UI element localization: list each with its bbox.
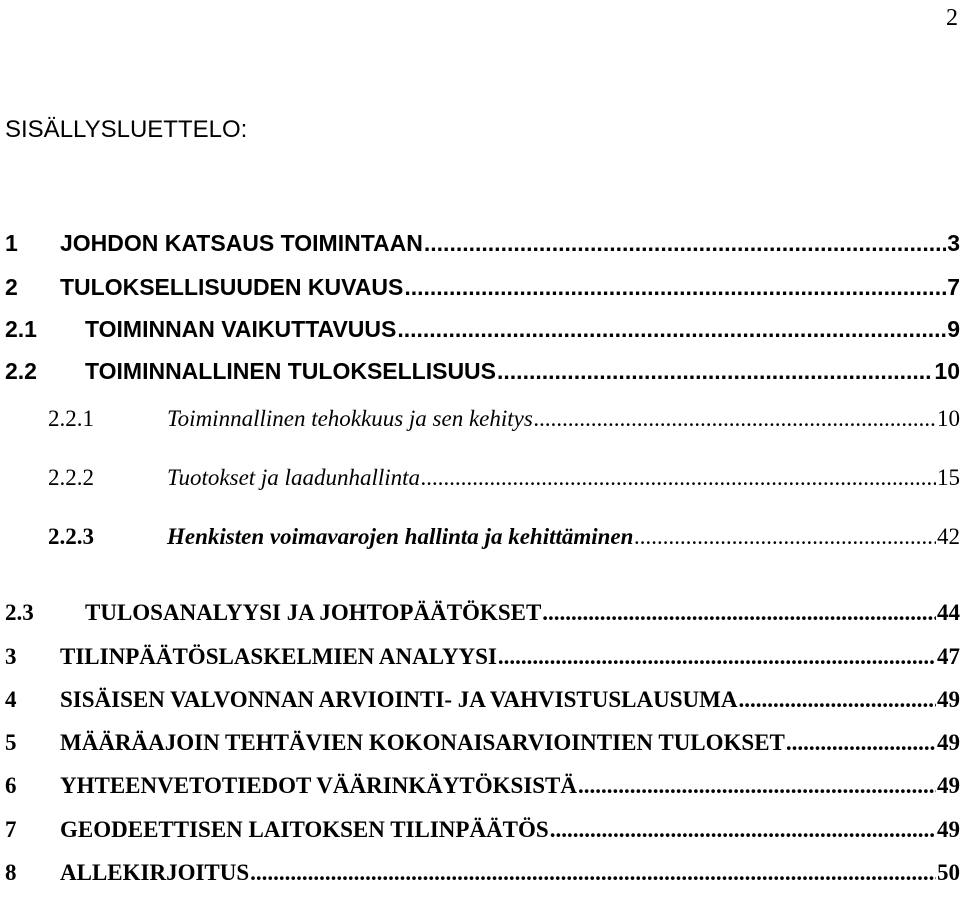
toc-entry-page: 49 (937, 817, 960, 842)
toc-entry-number: 2.2.3 (48, 524, 94, 549)
toc-entry-6[interactable] (0, 773, 960, 817)
toc-entry-number: 8 (5, 860, 17, 885)
toc-entry-7[interactable] (0, 817, 960, 861)
toc-entry-label: GEODEETTISEN LAITOKSEN TILINPÄÄTÖS (60, 817, 549, 842)
toc-dot-leader (250, 860, 936, 886)
toc-dot-leader (421, 465, 936, 491)
toc-dot-leader (404, 274, 946, 301)
toc-entry-page: 49 (937, 773, 960, 798)
toc-entry-number: 2.2.2 (48, 465, 94, 490)
toc-entry-page: 49 (937, 687, 960, 712)
toc-entry-label: MÄÄRÄAJOIN TEHTÄVIEN KOKONAISARVIOINTIEN TULOKSET (60, 730, 785, 755)
toc-entry-number: 2.2 (5, 358, 37, 384)
toc-entry-label: TULOKSELLISUUDEN KUVAUS (60, 274, 404, 300)
toc-entry-label: Henkisten voimavarojen hallinta ja kehittäminen (167, 524, 634, 549)
toc-dot-leader (498, 644, 936, 670)
toc-entry-number: 4 (5, 687, 17, 712)
toc-entry-page: 50 (937, 860, 960, 885)
toc-entry-2-2-1[interactable] (0, 406, 960, 450)
toc-entry-page: 10 (937, 406, 960, 431)
toc-entry-number: 3 (5, 644, 17, 669)
toc-entry-label: YHTEENVETOTIEDOT VÄÄRINKÄYTÖKSISTÄ (60, 773, 578, 798)
toc-entry-number: 2.2.1 (48, 406, 94, 431)
toc-dot-leader (550, 817, 936, 843)
toc-entry-number: 6 (5, 773, 17, 798)
toc-entry-number: 7 (5, 817, 17, 842)
toc-entry-label: TOIMINNAN VAIKUTTAVUUS (85, 316, 397, 342)
toc-entry-2-2-3[interactable] (0, 524, 960, 568)
toc-dot-leader (786, 730, 936, 756)
toc-entry-label: TOIMINNALLINEN TULOKSELLISUUS (85, 358, 497, 384)
toc-entry-2-2[interactable] (0, 358, 960, 402)
toc-entry-label: TILINPÄÄTÖSLASKELMIEN ANALYYSI (60, 644, 497, 669)
toc-entry-number: 2.1 (5, 316, 37, 342)
toc-entry-page: 42 (937, 524, 960, 549)
toc-entry-2-1[interactable] (0, 316, 960, 360)
toc-entry-number: 1 (5, 230, 18, 256)
toc-entry-page: 47 (937, 644, 960, 669)
toc-entry-page: 10 (934, 358, 960, 384)
toc-dot-leader (634, 524, 936, 550)
toc-entry-1[interactable] (0, 230, 960, 274)
toc-entry-2[interactable] (0, 274, 960, 318)
toc-dot-leader (424, 230, 946, 257)
toc-dot-leader (578, 773, 936, 799)
toc-entry-label: SISÄISEN VALVONNAN ARVIOINTI- JA VAHVISTUSLAUSUMA (60, 687, 738, 712)
toc-entry-number: 2 (5, 274, 18, 300)
toc-entry-label: Toiminnallinen tehokkuus ja sen kehitys (167, 406, 533, 431)
toc-entry-2-3[interactable] (0, 600, 960, 644)
toc-entry-label: ALLEKIRJOITUS (60, 860, 250, 885)
toc-entry-4[interactable] (0, 687, 960, 731)
toc-entry-number: 2.3 (5, 600, 34, 625)
toc-entry-label: JOHDON KATSAUS TOIMINTAAN (60, 230, 423, 256)
toc-entry-label: TULOSANALYYSI JA JOHTOPÄÄTÖKSET (85, 600, 542, 625)
toc-entry-page: 7 (947, 274, 960, 300)
toc-title: SISÄLLYSLUETTELO: (5, 116, 248, 143)
toc-entry-label: Tuotokset ja laadunhallinta (167, 465, 421, 490)
toc-dot-leader (542, 600, 936, 626)
toc-entry-3[interactable] (0, 644, 960, 688)
toc-entry-5[interactable] (0, 730, 960, 774)
toc-dot-leader (497, 358, 933, 385)
toc-entry-page: 9 (947, 316, 960, 342)
toc-entry-page: 44 (937, 600, 960, 625)
toc-entry-2-2-2[interactable] (0, 465, 960, 509)
toc-dot-leader (738, 687, 936, 713)
toc-entry-8[interactable] (0, 860, 960, 904)
toc-entry-number: 5 (5, 730, 17, 755)
toc-entry-page: 3 (947, 230, 960, 256)
page-number: 2 (946, 5, 958, 31)
toc-dot-leader (397, 316, 946, 343)
toc-entry-page: 49 (937, 730, 960, 755)
toc-entry-page: 15 (937, 465, 960, 490)
toc-dot-leader (534, 406, 936, 432)
